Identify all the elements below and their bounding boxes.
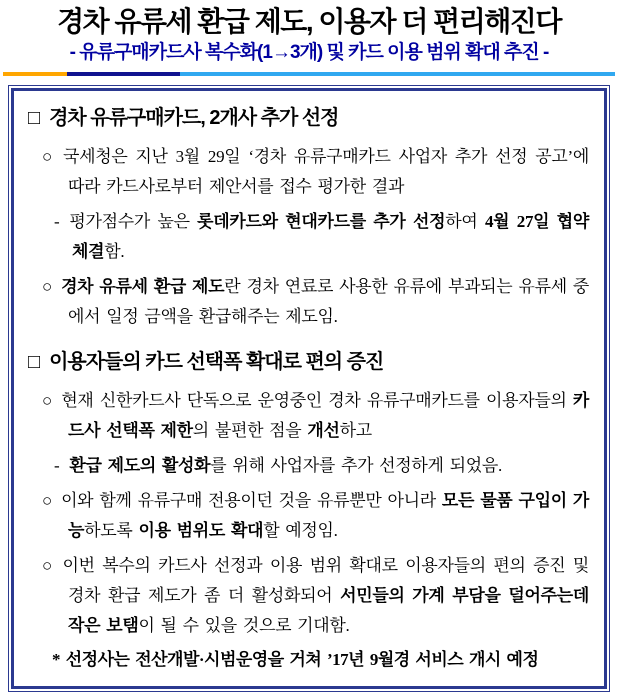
section-card-addition bbox=[28, 105, 589, 332]
sub-bullet-item bbox=[28, 207, 589, 267]
content-box bbox=[8, 85, 610, 692]
footnote: * 선정사는 전산개발·시범운영을 거쳐 ’17년 9월경 서비스 개시 예정 bbox=[52, 650, 539, 669]
circle-bullet-icon: ○ bbox=[42, 556, 54, 575]
bullet-text: 국세청은 지난 3월 29일 ‘경차 유류구매카드 사업자 추가 선정 공고’에 따라 카드사로부터 제안서를 접수 평가한 결과 bbox=[62, 147, 589, 196]
bullet-item bbox=[28, 272, 589, 332]
divider-bar bbox=[3, 72, 615, 76]
bullet-text: 이번 복수의 카드사 선정과 이용 범위 확대로 이용자들의 편의 증진 및 경차 환급 제도가 좀 더 활성화되어 서민들의 가계 부담을 덜어주는데 작은 보탬이 될 수 있을 것으로 기대함. bbox=[62, 556, 590, 635]
bullet-item bbox=[28, 386, 589, 446]
square-bullet-icon: □ bbox=[28, 351, 40, 373]
bullet-text: 평가점수가 높은 롯데카드와 현대카드를 추가 선정하여 4월 27일 협약 체결함. bbox=[69, 212, 589, 261]
bullet-item bbox=[28, 486, 589, 546]
circle-bullet-icon: ○ bbox=[42, 391, 53, 410]
page-subtitle: - 유류구매카드사 복수화(1→3개) 및 카드 이용 범위 확대 추진 - bbox=[69, 42, 549, 63]
content-box-inner bbox=[11, 88, 607, 689]
section-heading-text: 이용자들의 카드 선택폭 확대로 편의 증진 bbox=[49, 351, 384, 373]
section-heading-text: 경차 유류구매카드, 2개사 추가 선정 bbox=[49, 107, 339, 129]
bullet-item bbox=[28, 142, 589, 202]
bullet-item bbox=[28, 551, 589, 641]
section-heading bbox=[28, 105, 589, 131]
bullet-text: 경차 유류세 환급 제도란 경차 연료로 사용한 유류에 부과되는 유류세 중에서 일정 금액을 환급해주는 제도임. bbox=[61, 277, 589, 326]
square-bullet-icon: □ bbox=[28, 107, 40, 129]
bullet-text: 환급 제도의 활성화를 위해 사업자를 추가 선정하게 되었음. bbox=[69, 456, 502, 475]
page-title: 경차 유류세 환급 제도, 이용자 더 편리해진다 bbox=[57, 6, 561, 37]
divider-segment-navy bbox=[67, 72, 180, 76]
dash-bullet-icon: - bbox=[54, 212, 60, 231]
section-user-convenience bbox=[28, 349, 589, 641]
circle-bullet-icon: ○ bbox=[42, 491, 53, 510]
bullet-text: 현재 신한카드사 단독으로 운영중인 경차 유류구매카드를 이용자들의 카드사 선택폭 제한의 불편한 점을 개선하고 bbox=[61, 391, 590, 440]
section-heading bbox=[28, 349, 589, 375]
sub-bullet-item bbox=[28, 451, 589, 481]
dash-bullet-icon: - bbox=[54, 456, 60, 475]
circle-bullet-icon: ○ bbox=[42, 277, 53, 296]
divider-segment-blue bbox=[180, 72, 615, 76]
divider-segment-orange bbox=[3, 72, 67, 76]
bullet-text: 이와 함께 유류구매 전용이던 것을 유류뿐만 아니라 모든 물품 구입이 가능하도록 이용 범위도 확대할 예정임. bbox=[61, 491, 590, 540]
circle-bullet-icon: ○ bbox=[42, 147, 54, 166]
